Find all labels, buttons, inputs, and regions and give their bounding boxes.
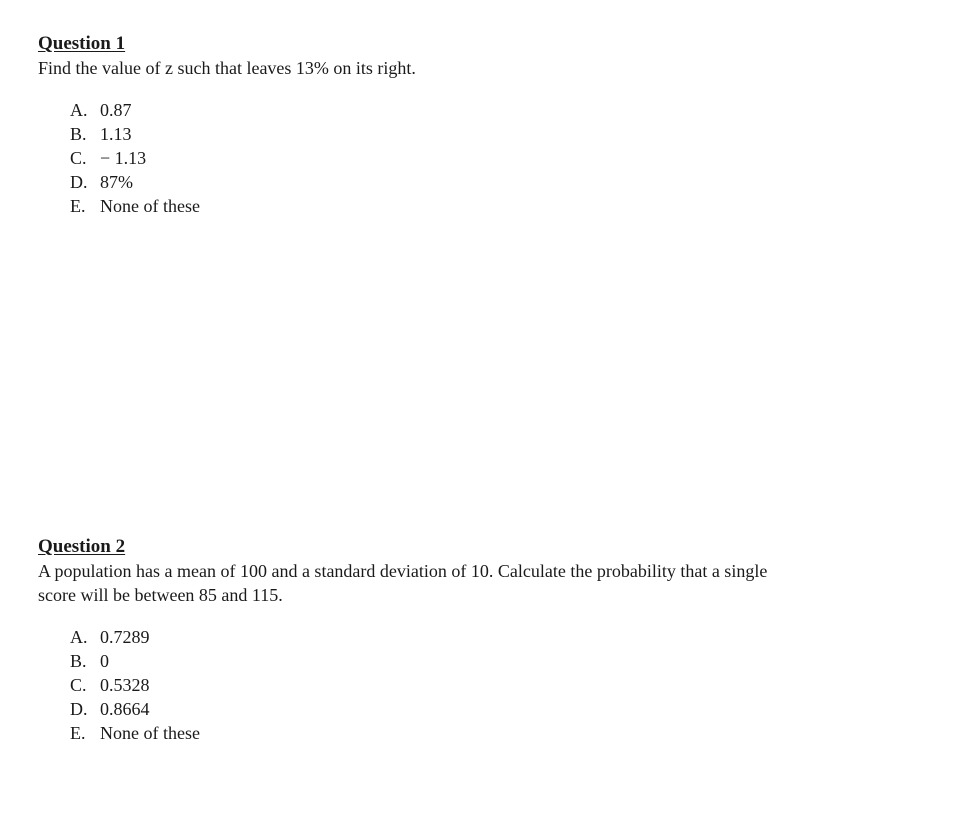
answer-options — [70, 625, 938, 745]
option-letter: A. — [70, 627, 88, 647]
question-text: A population has a mean of 100 and a standard deviation of 10. Calculate the probability that a single score will be between 85 and 115. — [38, 561, 768, 605]
answer-option-a — [70, 98, 938, 122]
answer-option-b — [70, 649, 938, 673]
option-value: 1.13 — [100, 124, 132, 144]
option-value: 0.87 — [100, 100, 132, 120]
answer-option-c — [70, 673, 938, 697]
answer-option-e — [70, 721, 938, 745]
answer-options — [70, 98, 938, 218]
option-value: 0.7289 — [100, 627, 150, 647]
option-letter: C. — [70, 675, 87, 695]
option-value: 0.5328 — [100, 675, 150, 695]
option-value: None of these — [100, 723, 200, 743]
option-letter: B. — [70, 651, 87, 671]
option-letter: E. — [70, 723, 86, 743]
option-letter: B. — [70, 124, 87, 144]
option-value: − 1.13 — [100, 148, 147, 168]
question-title: Question 1 — [38, 33, 126, 54]
answer-option-d — [70, 170, 938, 194]
option-letter: D. — [70, 699, 88, 719]
option-value: 0.8664 — [100, 699, 150, 719]
answer-option-e — [70, 194, 938, 218]
option-letter: E. — [70, 196, 86, 216]
option-letter: D. — [70, 172, 88, 192]
option-value: 87% — [100, 172, 133, 192]
question-text: Find the value of z such that leaves 13% on its right. — [38, 58, 416, 78]
answer-option-b — [70, 122, 938, 146]
option-letter: C. — [70, 148, 87, 168]
option-letter: A. — [70, 100, 88, 120]
answer-option-c — [70, 146, 938, 170]
question-title: Question 2 — [38, 536, 126, 557]
answer-option-a — [70, 625, 938, 649]
option-value: None of these — [100, 196, 200, 216]
option-value: 0 — [100, 651, 109, 671]
answer-option-d — [70, 697, 938, 721]
question-2 — [38, 535, 938, 745]
question-1 — [38, 32, 938, 218]
